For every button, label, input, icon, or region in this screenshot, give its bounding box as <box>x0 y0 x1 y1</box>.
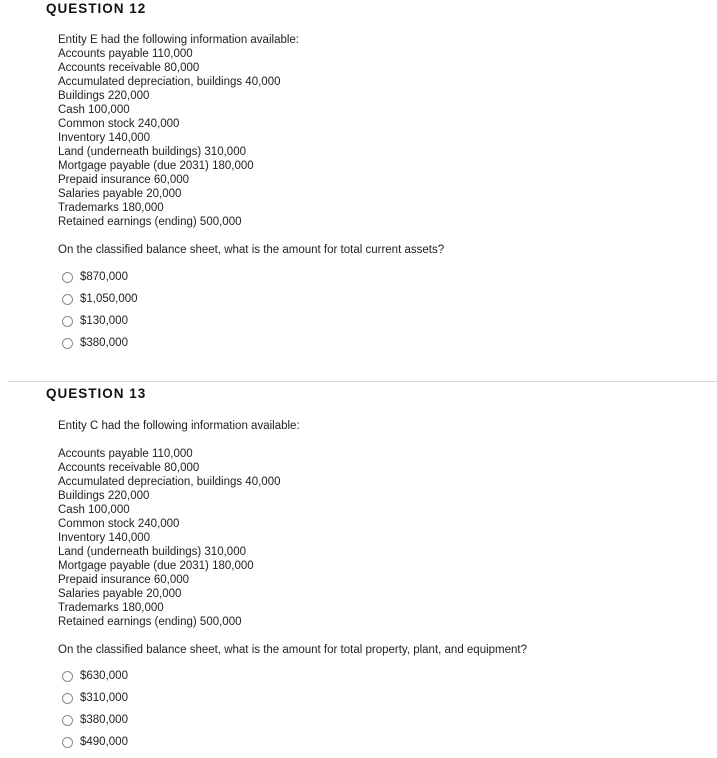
account-line: Buildings 220,000 <box>58 90 150 102</box>
answer-option-d[interactable] <box>62 332 138 354</box>
account-line: Salaries payable 20,000 <box>58 588 182 600</box>
account-line: Accounts receivable 80,000 <box>58 62 200 74</box>
account-line: Mortgage payable (due 2031) 180,000 <box>58 160 254 172</box>
question-prompt: On the classified balance sheet, what is the amount for total property, plant, and equipment? <box>58 644 528 656</box>
answer-option-a[interactable] <box>62 665 128 687</box>
answer-option-d[interactable] <box>62 731 128 753</box>
answer-option-b[interactable] <box>62 288 138 310</box>
account-line: Cash 100,000 <box>58 104 130 116</box>
account-line: Accounts payable 110,000 <box>58 48 193 60</box>
question-title: QUESTION 13 <box>46 386 147 401</box>
answer-label[interactable]: $490,000 <box>80 736 128 748</box>
account-line: Inventory 140,000 <box>58 132 151 144</box>
account-line: Accounts payable 110,000 <box>58 448 193 460</box>
radio-button[interactable] <box>62 338 73 349</box>
account-line: Land (underneath buildings) 310,000 <box>58 146 246 158</box>
question-intro: Entity C had the following information available: <box>58 420 300 432</box>
answer-label[interactable]: $130,000 <box>80 315 128 327</box>
account-line: Trademarks 180,000 <box>58 602 164 614</box>
question-title: QUESTION 12 <box>46 1 147 16</box>
question-intro: Entity E had the following information available: <box>58 34 300 46</box>
answer-label[interactable]: $380,000 <box>80 337 128 349</box>
account-list <box>58 447 280 629</box>
radio-button[interactable] <box>62 294 73 305</box>
answer-label[interactable]: $630,000 <box>80 670 128 682</box>
account-line: Common stock 240,000 <box>58 518 180 530</box>
question-divider <box>8 381 717 382</box>
answer-option-a[interactable] <box>62 266 138 288</box>
answer-option-c[interactable] <box>62 310 138 332</box>
account-line: Accumulated depreciation, buildings 40,000 <box>58 476 281 488</box>
account-line: Prepaid insurance 60,000 <box>58 174 190 186</box>
answer-option-c[interactable] <box>62 709 128 731</box>
account-line: Trademarks 180,000 <box>58 202 164 214</box>
radio-button[interactable] <box>62 737 73 748</box>
answer-options <box>62 266 138 354</box>
radio-button[interactable] <box>62 693 73 704</box>
answer-label[interactable]: $1,050,000 <box>80 293 138 305</box>
radio-button[interactable] <box>62 715 73 726</box>
account-line: Salaries payable 20,000 <box>58 188 182 200</box>
account-line: Prepaid insurance 60,000 <box>58 574 190 586</box>
account-list <box>58 47 280 229</box>
radio-button[interactable] <box>62 671 73 682</box>
account-line: Retained earnings (ending) 500,000 <box>58 216 242 228</box>
account-line: Inventory 140,000 <box>58 532 151 544</box>
answer-options <box>62 665 128 753</box>
account-line: Land (underneath buildings) 310,000 <box>58 546 246 558</box>
radio-button[interactable] <box>62 316 73 327</box>
account-line: Common stock 240,000 <box>58 118 180 130</box>
question-prompt: On the classified balance sheet, what is the amount for total current assets? <box>58 244 445 256</box>
account-line: Accounts receivable 80,000 <box>58 462 200 474</box>
answer-option-b[interactable] <box>62 687 128 709</box>
account-line: Cash 100,000 <box>58 504 130 516</box>
account-line: Mortgage payable (due 2031) 180,000 <box>58 560 254 572</box>
answer-label[interactable]: $310,000 <box>80 692 128 704</box>
answer-label[interactable]: $380,000 <box>80 714 128 726</box>
account-line: Accumulated depreciation, buildings 40,000 <box>58 76 281 88</box>
answer-label[interactable]: $870,000 <box>80 271 128 283</box>
account-line: Retained earnings (ending) 500,000 <box>58 616 242 628</box>
radio-button[interactable] <box>62 272 73 283</box>
account-line: Buildings 220,000 <box>58 490 150 502</box>
